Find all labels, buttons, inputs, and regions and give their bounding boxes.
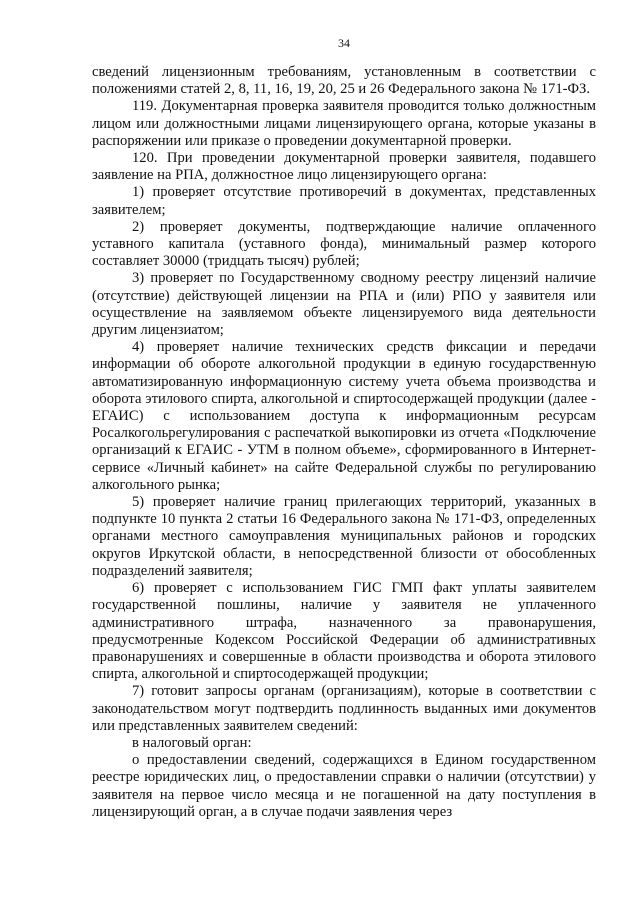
paragraph-tax-request: о предоставлении сведений, содержащихся в Едином государственном реестре юридических лиц, о предоставлении справки о наличии (отсутствии) у заявителя на первое число месяца и не погашенной на дату поступления в лицензирующий орган, а в случае подачи заявления через — [92, 752, 596, 820]
document-page — [92, 36, 596, 821]
list-item-4: 4) проверяет наличие технических средств фиксации и передачи информации об обороте алкогольной продукции в единую государственную автоматизированную информационную систему учета объема производства и оборота этилового спирта, алкогольной и спиртосодержащей продукции (далее - ЕГАИС) с использованием доступа к информационным ресурсам Росалкогольрегулирования с распечаткой выкопировки из отчета «Подключение организаций к ЕГАИС - УТМ в полном объеме», сформированного в Интернет-сервисе «Личный кабинет» на сайте Федеральной службы по регулированию алкогольного рынка; — [92, 339, 596, 493]
list-item-2: 2) проверяет документы, подтверждающие наличие оплаченного уставного капитала (уставного фонда), минимальный размер которого составляет 30000 (тридцать тысяч) рублей; — [92, 218, 596, 270]
paragraph-119: 119. Документарная проверка заявителя проводится только должностным лицом или должностными лицами лицензирующего органа, которые указаны в распоряжении или приказе о проведении документарной проверки. — [92, 98, 596, 149]
page-number: 34 — [338, 36, 350, 50]
list-item-7: 7) готовит запросы органам (организациям), которые в соответствии с законодательством могут подтвердить подлинность выданных ими документов или представленных заявителем сведений: — [92, 683, 596, 734]
list-item-5: 5) проверяет наличие границ прилегающих территорий, указанных в подпункте 10 пункта 2 статьи 16 Федерального закона № 171-ФЗ, определенных органами местного самоуправления муниципальных районов и городских округов Иркутской области, в непосредственной близости от обособленных подразделений заявителя; — [92, 494, 596, 579]
paragraph-120: 120. При проведении документарной проверки заявителя, подавшего заявление на РПА, должностное лицо лицензирующего органа: — [92, 150, 596, 184]
sub-heading-tax-authority: в налоговый орган: — [132, 734, 252, 751]
list-item-1: 1) проверяет отсутствие противоречий в документах, представленных заявителем; — [92, 184, 596, 218]
paragraph-continuation: сведений лицензионным требованиям, установленным в соответствии с положениями статей 2, 8, 11, 16, 19, 20, 25 и 26 Федерального закона № 171-ФЗ. — [92, 64, 596, 98]
list-item-6: 6) проверяет с использованием ГИС ГМП факт уплаты заявителем государственной пошлины, наличие у заявителя не уплаченного административного штрафа, назначенного за правонарушения, предусмотренные Кодексом Российской Федерации об административных правонарушениях и совершенные в области производства и оборота этилового спирта, алкогольной и спиртосодержащей продукции; — [92, 580, 596, 683]
list-item-3: 3) проверяет по Государственному сводному реестру лицензий наличие (отсутствие) действующей лицензии на РПА и (или) РПО у заявителя или осуществление на заявляемом объекте лицензируемого вида деятельности другим лицензиатом; — [92, 270, 596, 339]
